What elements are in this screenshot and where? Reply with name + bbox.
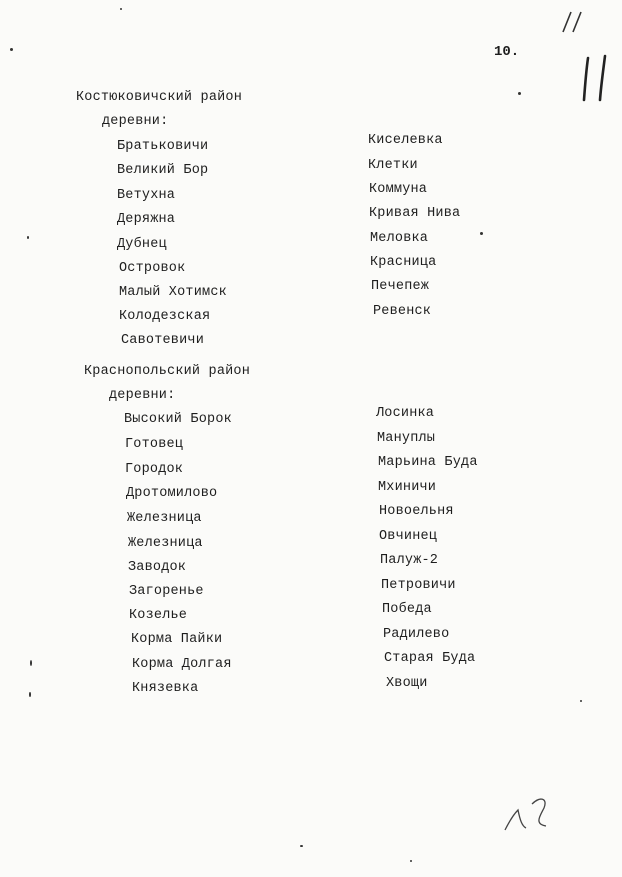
list-item: Хвощи [386,676,428,691]
handwritten-slashes [555,6,587,38]
list-item: Печепеж [371,279,430,294]
scan-speck [300,845,303,847]
scan-speck [518,92,521,95]
page-number: 10. [494,44,520,60]
list-item: Мануплы [377,431,436,446]
list-item: Савотевичи [121,333,205,348]
list-item: Дубнец [117,237,167,252]
list-item: Железница [128,536,203,551]
list-item: Мхиничи [378,480,437,495]
list-item: Колодезская [119,309,211,324]
scan-speck [120,8,122,10]
section-2-subheading: деревни: [109,388,176,403]
list-item: Палуж-2 [380,553,439,568]
list-item: Князевка [132,681,199,696]
list-item: Старая Буда [384,651,476,666]
list-item: Овчинец [379,529,438,544]
section-1-subheading: деревни: [102,114,169,129]
list-item: Коммуна [369,182,428,197]
list-item: Высокий Борок [124,412,232,427]
list-item: Островок [119,261,186,276]
list-item: Загоренье [129,584,204,599]
scan-speck [30,660,32,666]
list-item: Козелье [129,608,188,623]
list-item: Кривая Нива [369,206,461,221]
section-2-heading: Краснопольский район [84,364,251,379]
list-item: Братьковичи [117,139,209,154]
list-item: Деряжна [117,212,176,227]
section-1-heading: Костюковичский район [76,90,243,105]
list-item: Новоельня [379,504,454,519]
list-item: Победа [382,602,432,617]
list-item: Марьина Буда [378,455,478,470]
handwritten-mark [574,52,614,104]
list-item: Заводок [128,560,187,575]
list-item: Красница [370,255,437,270]
scan-speck [480,232,483,235]
list-item: Петровичи [381,578,456,593]
list-item: Ревенск [373,304,432,319]
scan-speck [410,860,412,862]
list-item: Великий Бор [117,163,209,178]
list-item: Дротомилово [126,486,218,501]
list-item: Корма Пайки [131,632,223,647]
list-item: Меловка [370,231,429,246]
list-item: Корма Долгая [132,657,232,672]
scan-speck [580,700,582,702]
list-item: Железница [127,511,202,526]
list-item: Киселевка [368,133,443,148]
scan-speck [10,48,13,51]
scan-speck [29,692,31,697]
list-item: Ветухна [117,188,176,203]
list-item: Готовец [125,437,184,452]
list-item: Радилево [383,627,450,642]
scan-speck [27,236,29,239]
list-item: Малый Хотимск [119,285,227,300]
list-item: Городок [125,462,184,477]
list-item: Лосинка [376,406,435,421]
handwritten-scribble [500,790,560,835]
list-item: Клетки [368,158,418,173]
